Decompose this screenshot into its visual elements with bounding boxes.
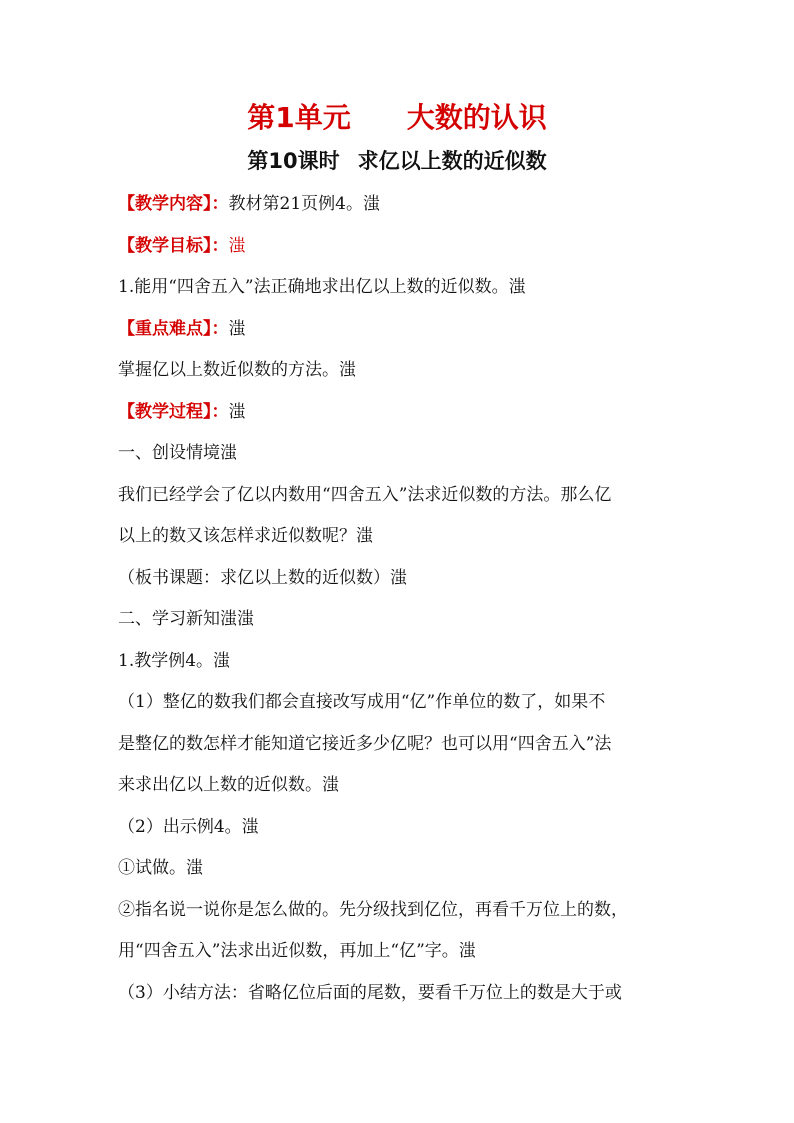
- paragraph-mark: 滍: [390, 567, 407, 588]
- paragraph-mark: 滍: [241, 816, 259, 837]
- key-difficulty-text: 掌握亿以上数近似数的方法。滍: [118, 360, 356, 380]
- paragraph-mark: 滍: [508, 277, 526, 297]
- point3-line1: （3）小结方法：省略亿位后面的尾数，要看千万位上的数是大于或: [118, 982, 622, 1003]
- lesson-title: [0, 146, 794, 176]
- step2-heading: 二、学习新知滍滍: [118, 609, 254, 629]
- point2-b-line2: 用“四舍五入”法求出近似数，再加上“亿”字。滍: [118, 941, 476, 961]
- point2-b-line1: ②指名说一说你是怎么做的。先分级找到亿位，再看千万位上的数，: [118, 899, 628, 920]
- point2-a: ①试做。滍: [118, 858, 203, 878]
- teaching-process-label: 【教学过程】: [118, 401, 212, 422]
- paragraph-mark: 滍: [228, 318, 246, 339]
- unit-number: 第1单元: [247, 101, 351, 134]
- paragraph-mark: 滍: [458, 941, 476, 961]
- teaching-goal-line: 【教学目标】：滍: [118, 235, 246, 256]
- teach-example-4: 1.教学例4。滍: [118, 650, 231, 671]
- step1-paragraph-line2: 以上的数又该怎样求近似数呢？滍: [118, 526, 373, 546]
- step1-heading: 一、创设情境滍: [118, 443, 237, 463]
- paragraph-mark: 滍: [339, 360, 356, 380]
- teaching-content-line: 【教学内容】：教材第21页例4。滍: [118, 194, 380, 214]
- document-body: [118, 184, 678, 1014]
- lesson-number: 第10课时: [247, 149, 340, 173]
- key-difficulty-label: 【重点难点】: [118, 318, 212, 339]
- teaching-goal-label: 【教学目标】: [118, 235, 212, 256]
- lesson-name: 求亿以上数的近似数: [357, 149, 547, 173]
- paragraph-mark: 滍: [356, 526, 373, 546]
- unit-name: 大数的认识: [406, 101, 547, 134]
- teaching-content-label: 【教学内容】: [118, 194, 212, 214]
- paragraph-mark: 滍: [322, 775, 339, 795]
- point1-line1: （1）整亿的数我们都会直接改写成用“亿”作单位的数了，如果不: [118, 692, 606, 712]
- point2: （2）出示例4。滍: [118, 816, 259, 837]
- unit-title: [0, 100, 794, 136]
- teaching-process-line: 【教学过程】：滍: [118, 401, 246, 422]
- step1-paragraph-line1: 我们已经学会了亿以内数用“四舍五入”法求近似数的方法。那么亿: [118, 484, 612, 505]
- key-difficulty-line: 【重点难点】：滍: [118, 318, 246, 339]
- paragraph-mark: 滍: [228, 401, 246, 422]
- point1-line3: 来求出亿以上数的近似数。滍: [118, 775, 339, 795]
- paragraph-mark: 滍: [228, 235, 246, 256]
- paragraph-mark: 滍: [186, 858, 203, 878]
- paragraph-mark: 滍滍: [220, 609, 254, 629]
- teaching-goal-1: 1.能用“四舍五入”法正确地求出亿以上数的近似数。滍: [118, 277, 526, 297]
- step1-board-note: （板书课题：求亿以上数的近似数）滍: [118, 567, 407, 588]
- teaching-content-text: 教材第21页例4。: [228, 194, 363, 214]
- paragraph-mark: 滍: [220, 443, 237, 463]
- paragraph-mark: 滍: [213, 650, 231, 671]
- paragraph-mark: 滍: [362, 194, 380, 214]
- point1-line2: 是整亿的数怎样才能知道它接近多少亿呢？也可以用“四舍五入”法: [118, 733, 612, 754]
